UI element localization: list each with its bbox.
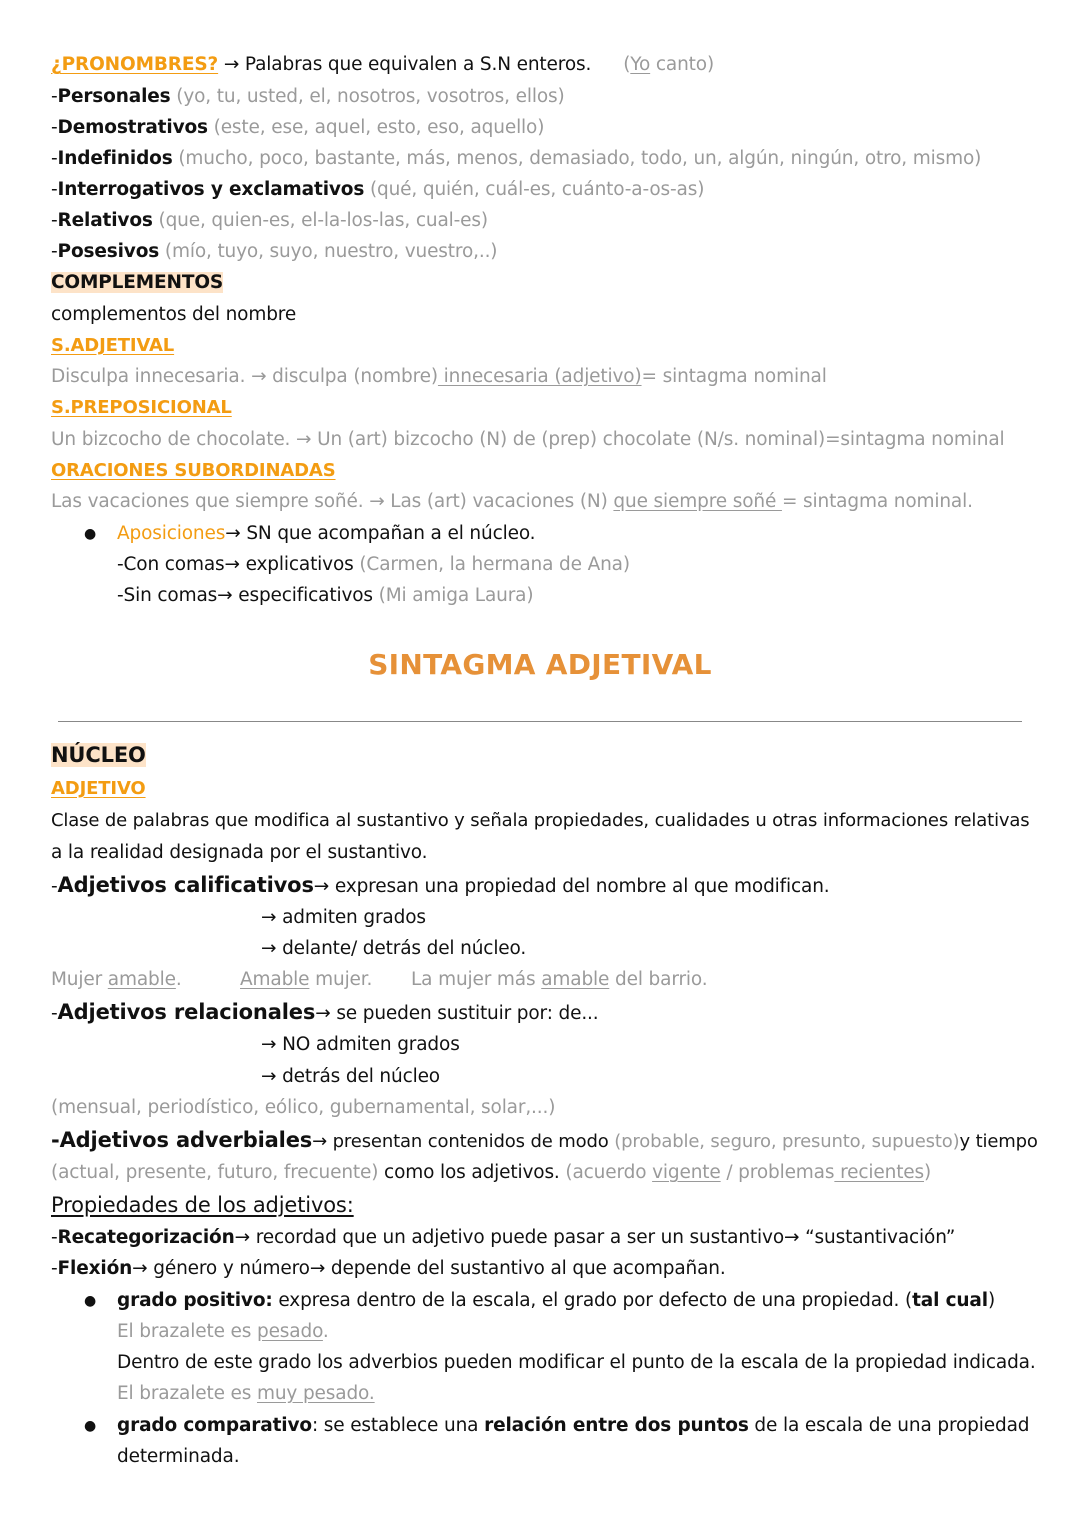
adjetivo-definition-cont: a la realidad designada por el sustantivo. (51, 842, 428, 863)
bullet-icon: ● (84, 1418, 97, 1434)
grado-positivo-example: El brazalete es muy pesado. (117, 1383, 375, 1404)
bullet-icon: ● (84, 526, 97, 542)
horizontal-rule (58, 721, 1022, 722)
pronombre-type-item: -Posesivos (mío, tuyo, suyo, nuestro, vuestro,..) (51, 241, 498, 262)
grado-comparativo-line: grado comparativo: se establece una relación entre dos puntos de la escala de una propiedad (117, 1415, 1030, 1436)
nucleo-heading: NÚCLEO (51, 743, 146, 767)
calificativos-example: La mujer más amable del barrio. (411, 969, 708, 990)
relacionales-prop: → NO admiten grados (261, 1034, 460, 1055)
propiedades-heading: Propiedades de los adjetivos: (51, 1193, 354, 1217)
grado-positivo-line: grado positivo: expresa dentro de la escala, el grado por defecto de una propiedad. (tal cual) (117, 1290, 996, 1311)
adverbiales-line-cont: (actual, presente, futuro, frecuente) como los adjetivos. (acuerdo vigente / problemas recientes) (51, 1162, 932, 1183)
relacionales-line: -Adjetivos relacionales→ se pueden sustituir por: de... (51, 1000, 599, 1024)
pronombre-type-item: -Personales (yo, tu, usted, el, nosotros, vosotros, ellos) (51, 86, 565, 107)
calificativos-example: Amable mujer. (240, 969, 373, 990)
aposiciones-sin-comas: -Sin comas→ especificativos (Mi amiga Laura) (117, 585, 534, 606)
calificativos-prop: → delante/ detrás del núcleo. (261, 938, 527, 959)
relacionales-prop: → detrás del núcleo (261, 1066, 440, 1087)
bullet-icon: ● (84, 1293, 97, 1309)
aposiciones-con-comas: -Con comas→ explicativos (Carmen, la hermana de Ana) (117, 554, 630, 575)
complementos-heading: COMPLEMENTOS (51, 272, 224, 293)
oraciones-example: Las vacaciones que siempre soñé. → Las (art) vacaciones (N) que siempre soñé = sintagma nominal. (51, 491, 973, 512)
flexion-line: -Flexión→ género y número→ depende del sustantivo al que acompañan. (51, 1258, 726, 1279)
pronombre-type-item: -Relativos (que, quien-es, el-la-los-las, cual-es) (51, 210, 488, 231)
aposiciones-line: Aposiciones→ SN que acompañan a el núcleo. (117, 523, 536, 544)
pronombre-type-item: -Indefinidos (mucho, poco, bastante, más, menos, demasiado, todo, un, algún, ningún, otro, mismo) (51, 148, 982, 169)
section-title: SINTAGMA ADJETIVAL (368, 648, 712, 681)
pronombres-heading: ¿PRONOMBRES? (51, 54, 219, 75)
recategorizacion-line: -Recategorización→ recordad que un adjetivo puede pasar a ser un sustantivo→ “sustantivación” (51, 1227, 956, 1248)
relacionales-example: (mensual, periodístico, eólico, gubernamental, solar,...) (51, 1097, 556, 1118)
oraciones-subordinadas-heading: ORACIONES SUBORDINADAS (51, 460, 336, 481)
s-adjetival-example: Disculpa innecesaria. → disculpa (nombre) innecesaria (adjetivo)= sintagma nominal (51, 366, 827, 387)
calificativos-line: -Adjetivos calificativos→ expresan una propiedad del nombre al que modifican. (51, 873, 830, 897)
calificativos-prop: → admiten grados (261, 907, 426, 928)
calificativos-example: Mujer amable. (51, 969, 182, 990)
s-adjetival-heading: S.ADJETIVAL (51, 335, 175, 356)
adjetivo-heading: ADJETIVO (51, 778, 146, 799)
grado-comparativo-line-cont: determinada. (117, 1446, 240, 1467)
s-preposicional-heading: S.PREPOSICIONAL (51, 397, 232, 418)
adjetivo-definition: Clase de palabras que modifica al sustantivo y señala propiedades, cualidades u otras informaciones relativas (51, 810, 1030, 831)
pronombre-type-item: -Interrogativos y exclamativos (qué, quién, cuál-es, cuánto-a-os-as) (51, 179, 705, 200)
adverbiales-line: -Adjetivos adverbiales→ presentan contenidos de modo (probable, seguro, presunto, supuesto)y tiempo (51, 1128, 1038, 1152)
complementos-subtitle: complementos del nombre (51, 304, 297, 325)
grado-positivo-note: Dentro de este grado los adverbios pueden modificar el punto de la escala de la propiedad indicada. (117, 1352, 1036, 1373)
pronombres-heading-line: ¿PRONOMBRES? → Palabras que equivalen a S.N enteros. (Yo canto) (51, 54, 715, 75)
pronombres-definition: → Palabras que equivalen a S.N enteros. (218, 54, 592, 75)
pronombre-type-item: -Demostrativos (este, ese, aquel, esto, eso, aquello) (51, 117, 545, 138)
s-preposicional-example: Un bizcocho de chocolate. → Un (art) bizcocho (N) de (prep) chocolate (N/s. nominal)=sintagma nominal (51, 429, 1005, 450)
pronombres-example-word: Yo (630, 54, 651, 75)
grado-positivo-example: El brazalete es pesado. (117, 1321, 329, 1342)
